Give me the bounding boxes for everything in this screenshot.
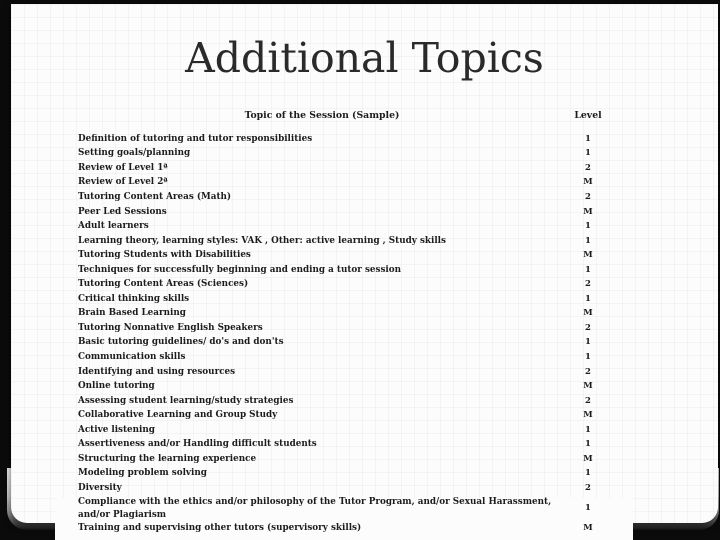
table-row bbox=[78, 307, 610, 322]
topic-cell: Definition of tutoring and tutor responsibilities bbox=[78, 133, 313, 144]
table-row bbox=[78, 263, 610, 278]
table-row bbox=[78, 522, 610, 537]
topic-cell: Learning theory, learning styles: VAK , Other: active learning , Study skills bbox=[78, 235, 446, 246]
table-row bbox=[78, 321, 610, 336]
topic-cell: Identifying and using resources bbox=[78, 366, 236, 377]
level-cell: 2 bbox=[585, 191, 591, 202]
topic-cell: Diversity bbox=[78, 482, 122, 493]
topic-cell: Collaborative Learning and Group Study bbox=[78, 410, 278, 421]
topic-cell: Tutoring Students with Disabilities bbox=[78, 250, 251, 261]
slide-title: Additional Topics bbox=[185, 34, 544, 82]
topic-cell: Online tutoring bbox=[78, 381, 155, 392]
table-row bbox=[78, 379, 610, 394]
table-row bbox=[78, 248, 610, 263]
level-cell: 2 bbox=[585, 279, 591, 290]
level-cell: M bbox=[583, 250, 593, 261]
table-row bbox=[78, 423, 610, 438]
level-cell: 1 bbox=[585, 264, 591, 275]
level-cell: 2 bbox=[585, 366, 591, 377]
topic-cell: Communication skills bbox=[78, 351, 186, 362]
table-row bbox=[78, 161, 610, 176]
table-row bbox=[78, 176, 610, 191]
topic-cell: Critical thinking skills bbox=[78, 293, 190, 304]
level-cell: M bbox=[583, 523, 593, 534]
table-row bbox=[78, 277, 610, 292]
level-cell: M bbox=[583, 206, 593, 217]
level-cell: 1 bbox=[585, 424, 591, 435]
level-cell: 1 bbox=[585, 148, 591, 159]
level-cell: M bbox=[583, 453, 593, 464]
table-row bbox=[78, 292, 610, 307]
topic-cell: Compliance with the ethics and/or philosophy of the Tutor Program, and/or Sexual Harassment, and/or Plagiarism bbox=[78, 496, 552, 520]
topic-cell: Basic tutoring guidelines/ do's and don'ts bbox=[78, 337, 284, 348]
topic-cell: Training and supervising other tutors (supervisory skills) bbox=[78, 523, 362, 534]
topic-cell: Tutoring Content Areas (Math) bbox=[78, 191, 232, 202]
level-cell: 1 bbox=[585, 439, 591, 450]
topic-cell: Structuring the learning experience bbox=[78, 453, 257, 464]
level-cell: M bbox=[583, 410, 593, 421]
topic-cell: Assessing student learning/study strategies bbox=[78, 395, 294, 406]
level-cell: 1 bbox=[585, 235, 591, 246]
level-cell: 1 bbox=[585, 337, 591, 348]
topic-cell: Modeling problem solving bbox=[78, 468, 207, 479]
table-row bbox=[78, 452, 610, 467]
table-row bbox=[78, 234, 610, 249]
table-row bbox=[78, 496, 610, 522]
table-row bbox=[78, 467, 610, 482]
level-cell: 1 bbox=[585, 468, 591, 479]
topic-cell: Adult learners bbox=[78, 221, 149, 232]
table-row bbox=[78, 394, 610, 409]
topic-cell: Brain Based Learning bbox=[78, 308, 186, 319]
topics-table bbox=[78, 110, 610, 536]
table-row bbox=[78, 481, 610, 496]
level-cell: 2 bbox=[585, 482, 591, 493]
table-row bbox=[78, 190, 610, 205]
table-row bbox=[78, 147, 610, 162]
table-row bbox=[78, 219, 610, 234]
table-row bbox=[78, 437, 610, 452]
level-cell: 1 bbox=[585, 293, 591, 304]
topic-cell: Tutoring Content Areas (Sciences) bbox=[78, 279, 249, 290]
topic-cell: Review of Level 1ª bbox=[78, 162, 168, 173]
level-cell: 2 bbox=[585, 322, 591, 333]
level-cell: M bbox=[583, 381, 593, 392]
level-cell: 2 bbox=[585, 162, 591, 173]
table-row bbox=[78, 365, 610, 380]
level-cell: 1 bbox=[585, 221, 591, 232]
level-cell: M bbox=[583, 177, 593, 188]
topic-cell: Active listening bbox=[78, 424, 155, 435]
level-cell: 1 bbox=[585, 351, 591, 362]
topic-cell: Peer Led Sessions bbox=[78, 206, 167, 217]
level-cell: 1 bbox=[585, 133, 591, 144]
topic-cell: Techniques for successfully beginning and ending a tutor session bbox=[78, 264, 402, 275]
table-row bbox=[78, 408, 610, 423]
table-row bbox=[78, 350, 610, 365]
topic-cell: Tutoring Nonnative English Speakers bbox=[78, 322, 263, 333]
table-body bbox=[78, 132, 610, 536]
level-cell: 1 bbox=[585, 503, 591, 514]
level-cell: M bbox=[583, 308, 593, 319]
topic-cell: Assertiveness and/or Handling difficult students bbox=[78, 439, 317, 450]
table-header-level: Level bbox=[574, 110, 602, 121]
level-cell: 2 bbox=[585, 395, 591, 406]
table-row bbox=[78, 205, 610, 220]
table-row bbox=[78, 132, 610, 147]
table-row bbox=[78, 336, 610, 351]
table-header-topic: Topic of the Session (Sample) bbox=[244, 110, 400, 121]
topic-cell: Setting goals/planning bbox=[78, 148, 191, 159]
topic-cell: Review of Level 2ª bbox=[78, 177, 168, 188]
table-header-row bbox=[78, 110, 610, 121]
